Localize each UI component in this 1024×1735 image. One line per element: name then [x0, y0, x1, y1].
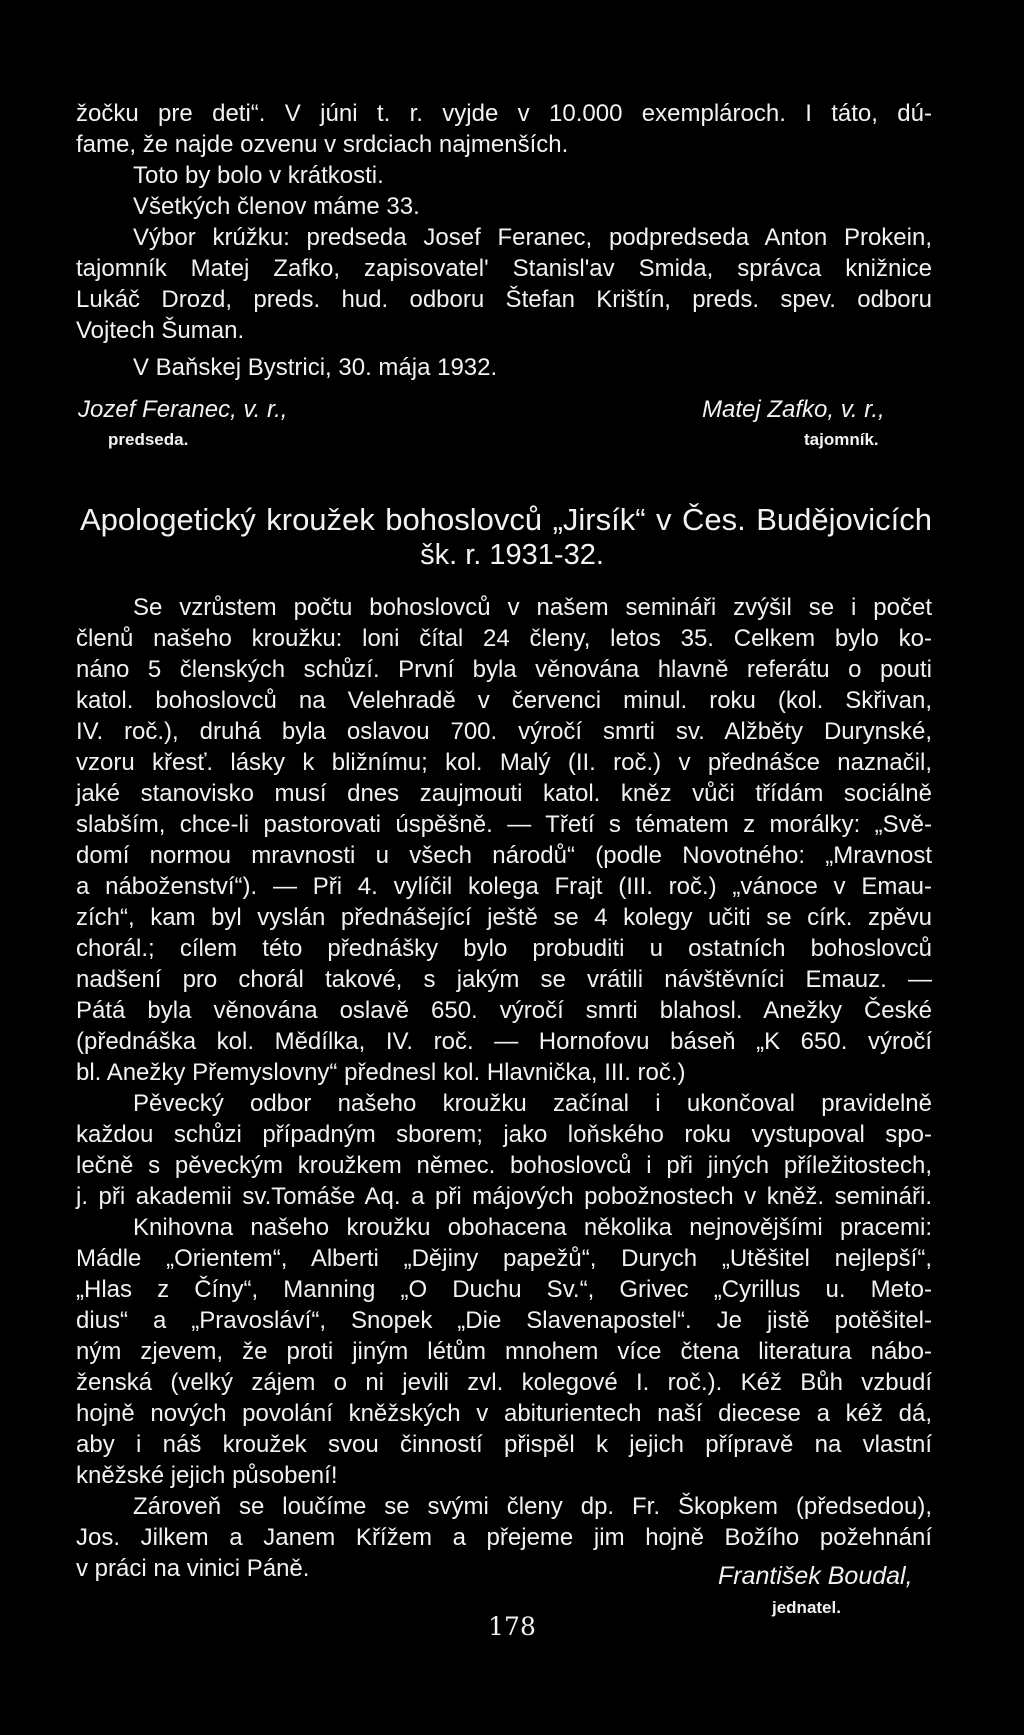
text-line: IV. roč.), druhá byla oslavou 700. výročí smrti sv. Alžběty Durynské, — [76, 718, 932, 745]
signature-left-role: predseda. — [108, 430, 189, 449]
text-line: lečně s pěveckým kroužkem němec. bohoslovců i při jiných příležitostech, — [76, 1152, 932, 1179]
text-line: Vojtech Šuman. — [76, 317, 245, 344]
text-line: kněžské jejich působení! — [76, 1462, 338, 1489]
text-line: nadšení pro chorál takové, s jakým se vrátili návštěvníci Emauz. — — [76, 966, 932, 993]
text-line: „Hlas z Číny“, Manning „O Duchu Sv.“, Grivec „Cyrillus u. Meto- — [76, 1276, 932, 1303]
text-line: Zároveň se loučíme se svými členy dp. Fr. Škopkem (předsedou), — [133, 1493, 932, 1520]
text-line: Se vzrůstem počtu bohoslovců v našem semináři zvýšil se i počet — [133, 594, 932, 621]
text-line: (přednáška kol. Mědílka, IV. roč. — Hornofovu báseň „K 650. výročí — [76, 1028, 932, 1055]
text-line: Knihovna našeho kroužku obohacena několika nejnovějšími pracemi: — [133, 1214, 932, 1241]
text-line: Výbor krúžku: predseda Josef Feranec, podpredseda Anton Prokein, — [133, 224, 932, 251]
text-line: Lukáč Drozd, preds. hud. odboru Štefan Krištín, preds. spev. odboru — [76, 286, 932, 313]
text-line: Toto by bolo v krátkosti. — [133, 162, 384, 189]
text-line: aby i náš kroužek svou činností přispěl k jejich přípravě na vlastní — [76, 1431, 932, 1458]
text-line: zích“, kam byl vyslán přednášející ještě se 4 kolegy učiti se círk. zpěvu — [76, 904, 932, 931]
text-line: členů našeho kroužku: loni čítal 24 členy, letos 35. Celkem bylo ko- — [76, 625, 932, 652]
text-line: j. při akademii sv.Tomáše Aq. a při májových pobožnostech v kněž. semináři. — [76, 1183, 932, 1210]
section-heading: Apologetický kroužek bohoslovců „Jirsík“ v Čes. Budějovicích — [80, 502, 932, 537]
text-line: domí normou mravnosti u všech národů“ (podle Novotného: „Mravnost — [76, 842, 932, 869]
signature-name: František Boudal, — [718, 1562, 913, 1590]
text-line: ným zjevem, že proti jiným létům mnohem více čtena literatura nábo- — [76, 1338, 932, 1365]
text-line: Pěvecký odbor našeho kroužku začínal i ukončoval pravidelně — [133, 1090, 932, 1117]
text-line: Všetkých členov máme 33. — [133, 193, 420, 220]
text-line: slabším, chce-li pastorovati úspěšně. — Třetí s tématem z morálky: „Svě- — [76, 811, 932, 838]
text-line: fame, že najde ozvenu v srdciach najmenších. — [76, 131, 569, 158]
text-line: hojně nových povolání kněžských v abiturientech naší diecese a kéž dá, — [76, 1400, 932, 1427]
text-line: ženská (velký zájem o ni jevili zvl. kolegové I. roč.). Kéž Bůh vzbudí — [76, 1369, 932, 1396]
text-line: dius“ a „Pravosláví“, Snopek „Die Slavenapostel“. Je jistě potěšitel- — [76, 1307, 932, 1334]
signature-right-name: Matej Zafko, v. r., — [702, 396, 885, 423]
text-line: jaké stanovisko musí dnes zaujmouti katol. kněz vůči třídám sociálně — [76, 780, 932, 807]
text-line: každou schůzi případným sborem; jako loňského roku vystupoval spo- — [76, 1121, 932, 1148]
text-line: Pátá byla věnována oslavě 650. výročí smrti blahosl. Anežky České — [76, 997, 932, 1024]
text-line: a náboženství“). — Při 4. vylíčil kolega Frajt (III. roč.) „vánoce v Emau- — [76, 873, 932, 900]
text-line: v práci na vinici Páně. — [76, 1555, 310, 1582]
date-line: V Baňskej Bystrici, 30. mája 1932. — [133, 354, 498, 381]
text-line: tajomník Matej Zafko, zapisovatel' Stanisl'av Smida, správca knižnice — [76, 255, 932, 282]
text-line: bl. Anežky Přemyslovny“ přednesl kol. Hlavnička, III. roč.) — [76, 1059, 686, 1086]
text-line: žočku pre deti“. V júni t. r. vyjde v 10.000 exemplároch. I táto, dú- — [76, 100, 932, 127]
section-subheading: šk. r. 1931-32. — [420, 539, 604, 571]
signature-left-name: Jozef Feranec, v. r., — [78, 396, 288, 423]
page-number: 178 — [488, 1612, 536, 1641]
text-line: vzoru křesť. lásky k bližnímu; kol. Malý (II. roč.) v přednášce naznačil, — [76, 749, 932, 776]
text-line: katol. bohoslovců na Velehradě v červenci minul. roku (kol. Skřivan, — [76, 687, 932, 714]
text-line: Mádle „Orientem“, Alberti „Dějiny papežů“, Durych „Utěšitel nejlepší“, — [76, 1245, 932, 1272]
signature-right-role: tajomník. — [804, 430, 879, 449]
signature-role: jednatel. — [772, 1598, 841, 1617]
text-line: náno 5 členských schůzí. První byla věnována hlavně referátu o pouti — [76, 656, 932, 683]
text-line: Jos. Jilkem a Janem Křížem a přejeme jim hojně Božího požehnání — [76, 1524, 932, 1551]
text-line: chorál.; cílem této přednášky bylo probuditi u ostatních bohoslovců — [76, 935, 932, 962]
